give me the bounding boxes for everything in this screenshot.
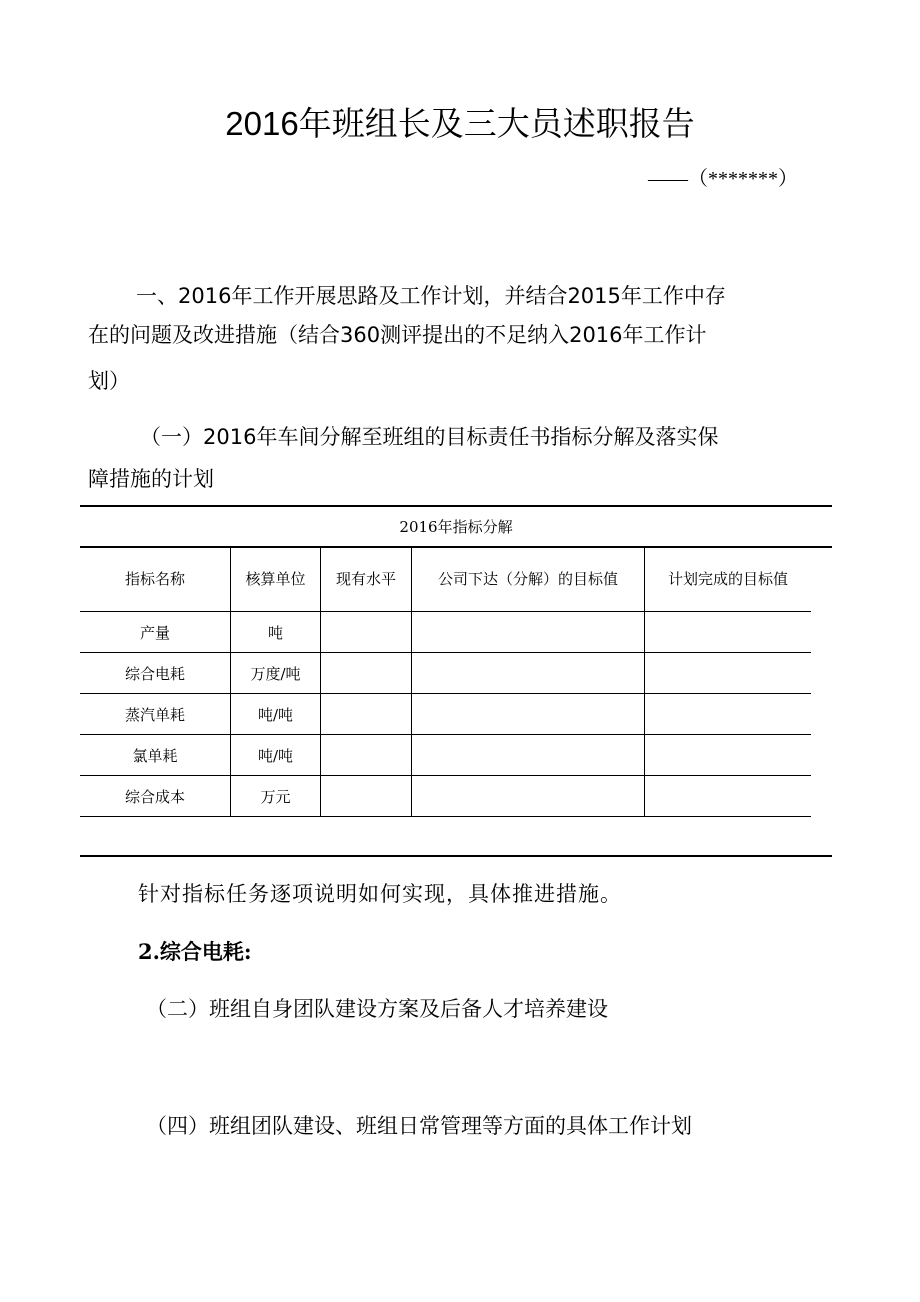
cell: 万元: [231, 776, 321, 817]
table-bottom-rule: [80, 855, 832, 857]
section1-line2: 在的问题及改进措施（结合360测评提出的不足纳入2016年工作计: [88, 323, 707, 347]
cell: [412, 612, 645, 653]
cell: 蒸汽单耗: [80, 694, 231, 735]
cell: [412, 776, 645, 817]
table-row: [80, 653, 811, 694]
page-title: 2016年班组长及三大员述职报告: [225, 105, 695, 142]
cell: 综合电耗: [80, 653, 231, 694]
table-row: [80, 776, 811, 817]
section1-line3: 划）: [88, 369, 130, 393]
header-cell: 核算单位: [231, 547, 321, 612]
table-row: [80, 735, 811, 776]
table-row: [80, 694, 811, 735]
subsection1-line2: 障措施的计划: [88, 467, 214, 491]
table-title: 2016年指标分解: [399, 518, 513, 536]
item-2-heading: 2.综合电耗:: [138, 939, 252, 964]
cell: [645, 653, 812, 694]
cell: 吨/吨: [231, 735, 321, 776]
cell: 吨: [231, 612, 321, 653]
table-row: [80, 612, 811, 653]
cell: [412, 735, 645, 776]
cell: [321, 776, 412, 817]
indicator-table: [80, 547, 811, 817]
cell: 万度/吨: [231, 653, 321, 694]
note-text: 针对指标任务逐项说明如何实现，具体推进措施。: [138, 882, 622, 906]
cell: [321, 653, 412, 694]
cell: 产量: [80, 612, 231, 653]
cell: [412, 653, 645, 694]
cell: [321, 612, 412, 653]
header-cell: 公司下达（分解）的目标值: [412, 547, 645, 612]
cell: [321, 694, 412, 735]
cell: 吨/吨: [231, 694, 321, 735]
header-cell: 计划完成的目标值: [645, 547, 812, 612]
table-header-row: [80, 547, 811, 612]
cell: 综合成本: [80, 776, 231, 817]
table-top-rule: [80, 505, 832, 507]
cell: 氯单耗: [80, 735, 231, 776]
cell: [645, 694, 812, 735]
header-cell: 指标名称: [80, 547, 231, 612]
subsection2-heading: （二）班组自身团队建设方案及后备人才培养建设: [146, 997, 608, 1021]
subsection1-line1: （一）2016年车间分解至班组的目标责任书指标分解及落实保: [140, 425, 719, 449]
cell: [645, 776, 812, 817]
section1-line1: 一、2016年工作开展思路及工作计划，并结合2015年工作中存: [136, 284, 726, 308]
header-cell: 现有水平: [321, 547, 412, 612]
cell: [321, 735, 412, 776]
cell: [645, 735, 812, 776]
subsection4-heading: （四）班组团队建设、班组日常管理等方面的具体工作计划: [146, 1114, 692, 1138]
cell: [412, 694, 645, 735]
author-subtitle: ——（*******）: [648, 168, 798, 190]
cell: [645, 612, 812, 653]
